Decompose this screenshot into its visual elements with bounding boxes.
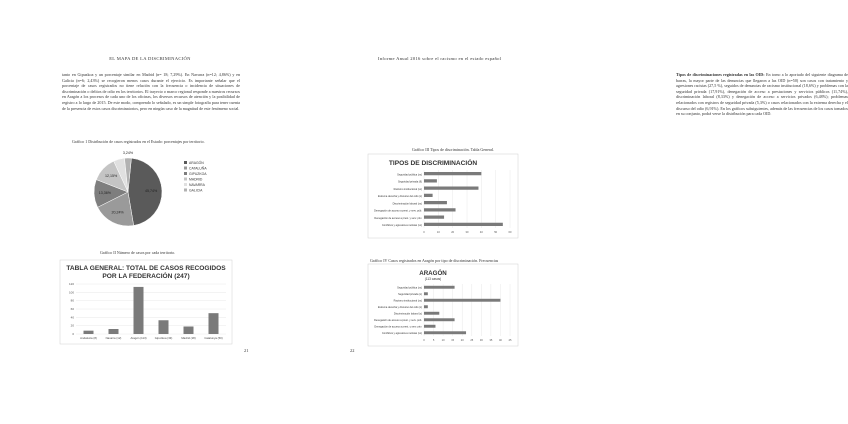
body-paragraph: tanto en Gipuzkoa y un porcentaje similar en Madrid (n= 18; 7,29%). En Navarra (n=12; 4,86%) y en Galicia (n=6; 2,43%) se recogieron menos casos durante el ejercicio. Es importante señalar que el porcentaje de casos registrados no tiene relación con la frecuencia o incidencia de situaciones de discriminación o delitos de odio en los territorios. El trayecto o marco regional responde a nuestros recursos en Aragón a los procesos de cada uno de los oficinas, los diversos recursos de atención y la posibilidad de registro a lo largo de 2015. De este modo, comprendo lo señalado, es un simple fotografía para tener cuenta de la presencia de estos casos discriminatorios, pero en ningún caso de la magnitud de este fenómeno social.: [62, 72, 240, 111]
legend-swatch: [184, 183, 187, 186]
y-tick-label: 120: [68, 282, 74, 286]
bar: [424, 172, 481, 175]
chart-title: POR LA FEDERACIÓN (247): [102, 273, 190, 280]
y-tick-label: Denegación de acceso a prest. y serv. priv.: [374, 216, 422, 220]
bar: [424, 305, 428, 308]
x-tick-label: 10: [436, 231, 440, 234]
bar: [159, 320, 169, 334]
legend-swatch: [184, 161, 187, 164]
legend-swatch: [184, 189, 187, 192]
legend-label: NAVARRA: [189, 183, 205, 187]
legend-label: MADRID: [189, 177, 203, 182]
bar: [424, 215, 444, 218]
bar: [424, 325, 435, 328]
y-tick-label: Discriminación laboral (xx): [392, 202, 422, 206]
chart-title: TIPOS DE DISCRIMINACIÓN: [388, 160, 478, 167]
x-tick-label: 30: [465, 231, 469, 234]
bar: [84, 331, 94, 334]
x-tick-label: 20: [451, 231, 455, 234]
y-tick-label: Seguridad privada (9): [397, 180, 422, 184]
bar: [424, 331, 466, 334]
x-tick-label: 60: [508, 231, 512, 234]
bar: [184, 327, 194, 335]
paragraph-lead: Tipos de discriminaciones registradas en las OID:: [676, 72, 765, 77]
pie-slice-label: 45,74%: [145, 189, 158, 194]
y-tick-label: Denegación de acceso a prest. y serv. púb.: [374, 209, 422, 213]
y-tick-label: Discriminación laboral (x): [393, 312, 422, 316]
bar: [209, 313, 219, 334]
x-tick-label: 30: [479, 339, 483, 342]
bar-chart-types: [368, 154, 518, 238]
y-tick-label: 20: [70, 323, 74, 328]
x-tick-label: 50: [494, 231, 498, 234]
bar-chart-total: [60, 260, 232, 344]
bar: [424, 201, 447, 204]
figure-caption: Gráfico 1 Distribución de casos registrados en el Estado: porcentajes por territorio.: [72, 139, 205, 144]
y-tick-label: 0: [72, 332, 74, 336]
y-tick-label: Racismo institucional (xx): [393, 299, 422, 303]
bar: [424, 299, 500, 302]
bar: [424, 179, 437, 182]
chart-subtitle: (113 casos): [424, 277, 442, 281]
x-tick-label: Madrid (18): [181, 336, 196, 340]
figure-caption: Gráfico II Número de casos por cada territorio.: [100, 250, 176, 255]
x-tick-label: 15: [451, 339, 455, 342]
y-tick-label: Extrema derecha y discurso del odio (x): [377, 195, 422, 199]
bar: [424, 194, 433, 197]
y-tick-label: Extrema derecha y discurso del odio (x): [377, 306, 422, 310]
legend-swatch: [184, 167, 187, 170]
x-tick-label: 40: [498, 339, 502, 342]
x-tick-label: 0: [423, 231, 425, 234]
bar: [424, 186, 478, 189]
x-tick-label: 5: [432, 339, 435, 342]
left-page: [0, 0, 300, 424]
bar: [424, 208, 456, 211]
pie-slice-label: 3,24%: [122, 151, 134, 156]
y-tick-label: 100: [68, 290, 74, 295]
legend-label: CATALUÑA: [189, 166, 207, 171]
legend-swatch: [184, 178, 187, 181]
y-tick-label: 80: [70, 298, 74, 303]
pie-slice-label: 13,36%: [98, 191, 112, 196]
y-tick-label: Seguridad pública (xx): [397, 173, 422, 177]
x-tick-label: Andalucía (8): [80, 336, 97, 340]
legend-label: GALICIA: [189, 188, 203, 193]
x-tick-label: 25: [470, 339, 474, 342]
bar-chart-aragon: [368, 264, 518, 346]
x-tick-label: Aragón (113): [130, 336, 147, 340]
y-tick-label: Seguridad privada (x): [398, 293, 422, 297]
bar: [424, 292, 428, 295]
figure-caption: Gráfico III Tipos de discriminación. Tabla General.: [412, 147, 495, 152]
running-head: EL MAPA DE LA DISCRIMINACIÓN: [109, 56, 191, 61]
x-tick-label: Navarra (12): [105, 336, 122, 340]
running-head: Informe Anual 2016 sobre el racismo en el estado español: [378, 56, 502, 61]
y-tick-label: Conflictos y agresiones racistas (xx): [381, 224, 422, 228]
bar: [424, 318, 455, 321]
legend-swatch: [184, 172, 187, 175]
x-tick-label: 40: [479, 231, 483, 234]
y-tick-label: 40: [70, 315, 74, 320]
x-tick-label: Gipuzkoa (33): [154, 336, 173, 340]
bar: [424, 312, 439, 315]
page-number: 21: [244, 348, 249, 353]
page-number: 22: [350, 348, 355, 353]
x-tick-label: Catalunya (50): [204, 336, 223, 340]
x-tick-label: 10: [441, 339, 445, 342]
pie-chart: [80, 150, 230, 236]
x-tick-label: 35: [489, 339, 493, 342]
bar: [109, 329, 119, 334]
y-tick-label: Racismo institucional (xx): [393, 187, 422, 191]
x-tick-label: 0: [423, 339, 425, 342]
y-tick-label: Seguridad pública (xx): [397, 286, 422, 290]
pie-slice-label: 12,15%: [105, 174, 118, 179]
chart-title: ARAGÓN: [419, 270, 447, 277]
legend-label: ARAGÓN: [189, 161, 204, 165]
right-page: [300, 0, 848, 424]
y-tick-label: 60: [70, 307, 74, 311]
pie-slice-label: 20,24%: [111, 210, 124, 215]
bar: [424, 223, 503, 226]
body-paragraph: [676, 72, 848, 117]
paragraph-text: En torno a lo aportado del siguiente diagrama de barras, la mayor parte de las denuncias que llegaron a las OID (n=50) son casos con tratamiento y agresiones racistas (27,5 %), seguidos de denuncias de racismo institucional (18,6%) y problemas con la seguridad privada (17,91%), denegación de acceso a prestaciones y servicios públicos (11,74%), discriminación laboral (8,33%) y denegación de acceso a servicios privados (6,48%); problemas relacionados con registros de seguridad privada (5,3%) o casos relacionados con la extrema derecha y el discurso del odio (6,91%). En los gráficos subsiguientes, además de las frecuencias de los casos tomados en su conjunto, podrá verse la distribución para cada OID.: [676, 72, 848, 117]
legend-label: GIPUZKOA: [189, 172, 207, 176]
bar: [134, 287, 144, 334]
bar: [424, 286, 455, 289]
chart-title: TABLA GENERAL: TOTAL DE CASOS RECOGIDOS: [66, 265, 226, 272]
y-tick-label: Conflictos y agresiones racistas (xx): [381, 332, 422, 336]
y-tick-label: Denegación de acceso a prest. y serv. priv.: [374, 325, 422, 329]
figure-caption: Gráfico IV Casos registrados en Aragón por tipo de discriminación. Frecuencias: [370, 258, 499, 263]
x-tick-label: 20: [460, 339, 464, 342]
y-tick-label: Denegación de acceso a prest. y serv. púb.: [374, 319, 422, 323]
x-tick-label: 45: [508, 339, 512, 342]
